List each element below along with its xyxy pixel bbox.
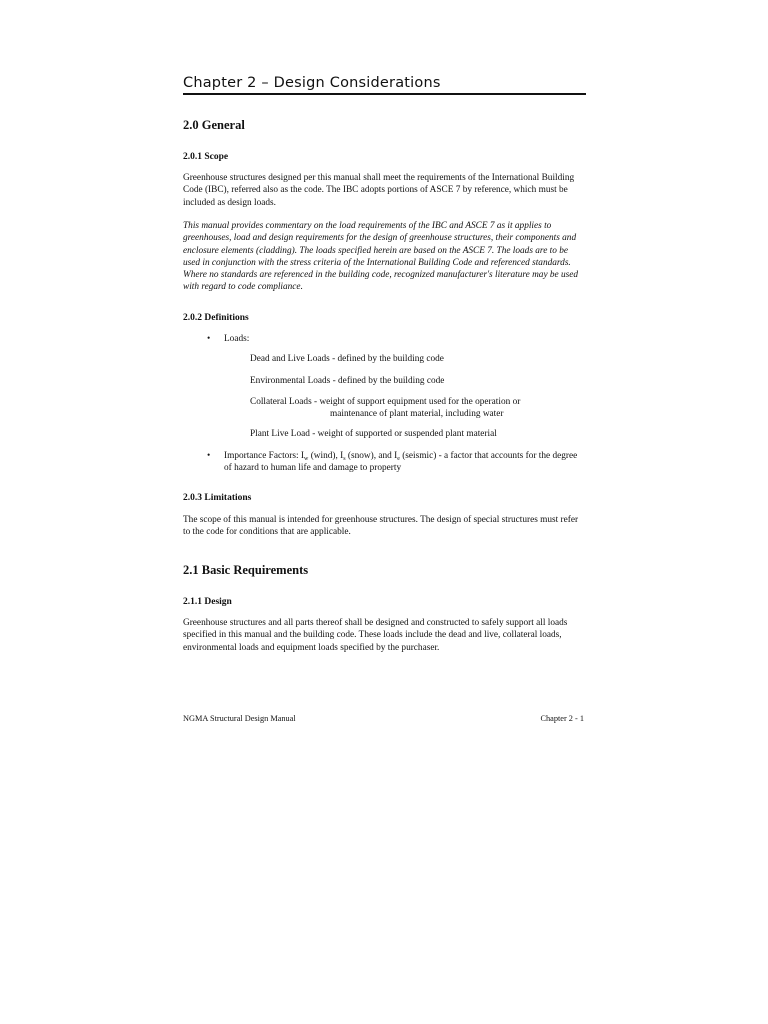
subsection-heading-definitions (183, 312, 586, 324)
importance-prefix: Importance Factors: I (224, 451, 305, 461)
importance-factors-text (224, 450, 586, 475)
design-paragraph-text: Greenhouse structures and all parts thereof shall be designed and constructed to safely support all loads specified in this manual and the building code. These loads include the dead and live, collateral loads, environmental loads and equipment loads specified by the purchaser. (183, 618, 568, 653)
subsection-heading-scope (183, 151, 586, 163)
importance-snow: (snow), and I (345, 451, 398, 461)
definition-collateral: Collateral Loads - weight of support equipment used for the operation or (250, 397, 521, 407)
subsection-heading-design (183, 596, 586, 608)
section-heading-general (183, 117, 586, 133)
subsection-heading-text: 2.1.1 Design (183, 597, 232, 607)
bullet-icon: • (207, 451, 211, 461)
scope-paragraph-text: Greenhouse structures designed per this manual shall meet the requirements of the International Building Code (IBC), referred also as the code. The IBC adopts portions of ASCE 7 by reference, which must be included as design loads. (183, 173, 575, 208)
footer-manual-title: NGMA Structural Design Manual (183, 714, 296, 723)
definition-environmental: Environmental Loads - defined by the building code (250, 376, 445, 386)
commentary-paragraph (183, 220, 586, 294)
subscript-w: w (304, 456, 309, 462)
scope-paragraph (183, 172, 586, 209)
subscript-e: e (397, 456, 400, 462)
subsection-heading-text: 2.0.2 Definitions (183, 313, 249, 323)
definition-plant-live: Plant Live Load - weight of supported or suspended plant material (250, 429, 497, 439)
document-page (183, 0, 586, 1024)
bullet-text: Loads: (224, 334, 250, 344)
subsection-heading-limitations (183, 492, 586, 504)
limitations-paragraph (183, 514, 586, 539)
definition-dead-live: Dead and Live Loads - defined by the building code (250, 354, 444, 364)
section-heading-basic-requirements (183, 562, 586, 578)
footer-page-number: Chapter 2 - 1 (540, 714, 584, 723)
subscript-s: s (343, 456, 346, 462)
importance-rest: (seismic) - a factor that accounts for the degree of hazard to human life and damage to property (224, 451, 578, 474)
definition-collateral-continued: maintenance of plant material, including water (330, 409, 504, 419)
design-paragraph (183, 617, 586, 654)
limitations-paragraph-text: The scope of this manual is intended for greenhouse structures. The design of special structures must refer to the code for conditions that are applicable. (183, 515, 579, 538)
subsection-heading-text: 2.0.3 Limitations (183, 493, 252, 503)
section-heading-text: 2.1 Basic Requirements (183, 563, 309, 577)
chapter-title: Chapter 2 – Design Considerations (183, 73, 586, 95)
bullet-icon: • (207, 334, 211, 344)
section-heading-text: 2.0 General (183, 118, 245, 132)
importance-wind: (wind), I (308, 451, 344, 461)
commentary-paragraph-text: This manual provides commentary on the load requirements of the IBC and ASCE 7 as it applies to greenhouses, load and design requirements for the design of greenhouse structures, their components and enclosure elements (cladding). The loads specified herein are based on the ASCE 7. The loads are to be used in conjunction with the stress criteria of the International Building Code and referenced standards. Where no standards are referenced in the building code, recognized manufacturer's literature may be used with regard to code compliance. (183, 221, 579, 293)
subsection-heading-text: 2.0.1 Scope (183, 152, 229, 162)
